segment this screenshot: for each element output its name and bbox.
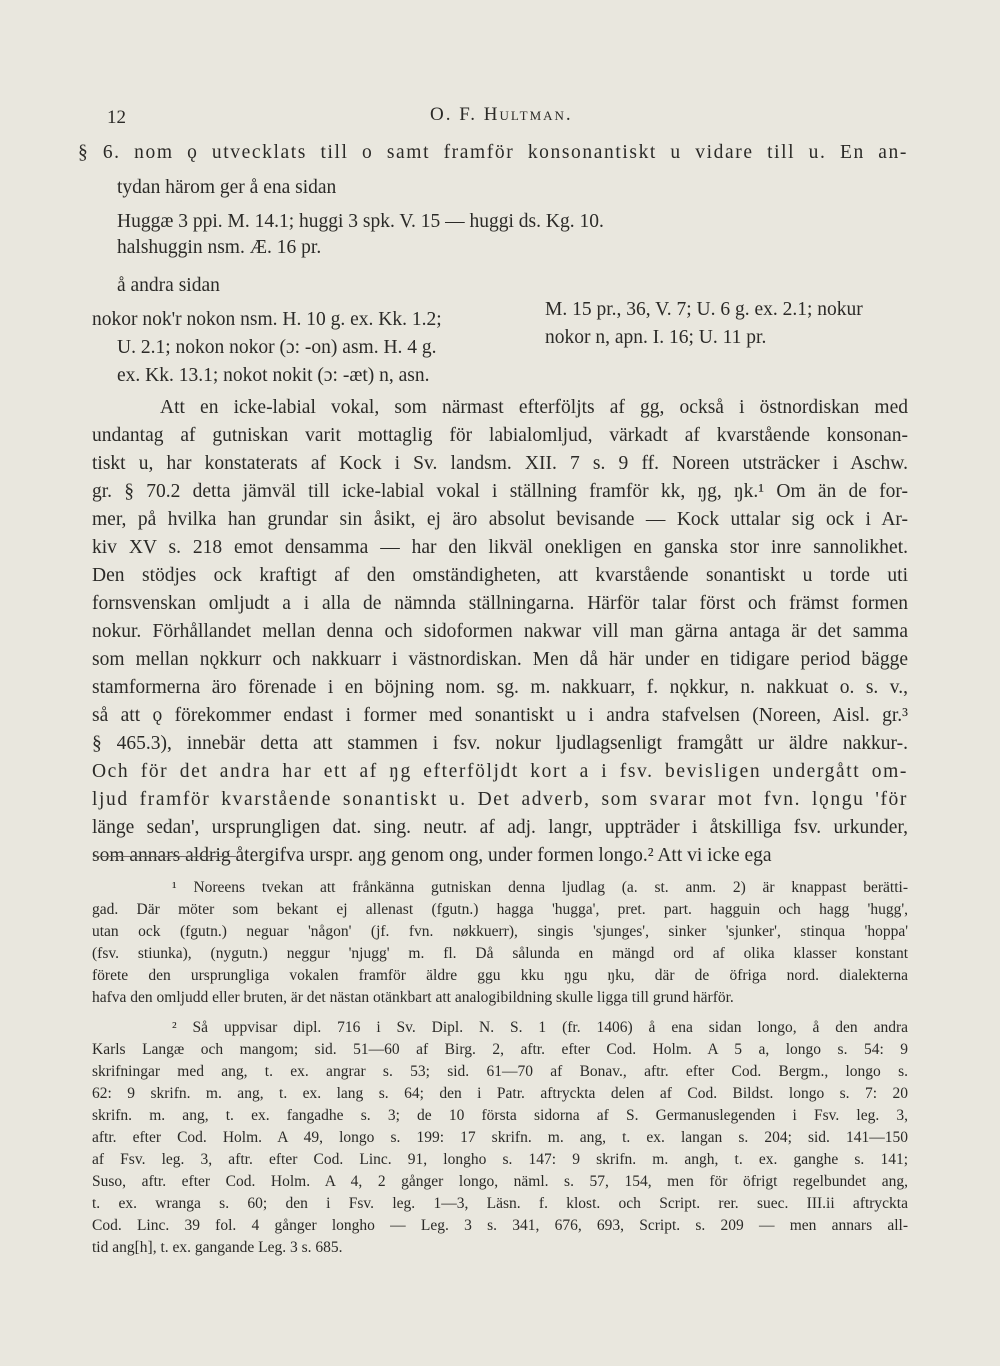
footnote-line: aftr. efter Cod. Holm. A 49, longo s. 199: 17 skrifn. m. ang, t. ex. langan s. 204; sid. 141—150 — [92, 1129, 908, 1146]
paragraph-line: stamformerna äro förenade i en böjning nom. sg. m. nakkuarr, f. nǫkkur, n. nakkuat o. s. v., — [92, 677, 908, 698]
page-number: 12 — [107, 107, 126, 128]
example-right-line: M. 15 pr., 36, V. 7; U. 6 g. ex. 2.1; nokur — [545, 299, 863, 320]
footnote-line: ² Så uppvisar dipl. 716 i Sv. Dipl. N. S. 1 (fr. 1406) å ena sidan longo, å den andra — [172, 1019, 908, 1036]
paragraph-line: länge sedan', ursprungligen dat. sing. neutr. af adj. langr, uppträder i åtskilliga fsv. urkunder, — [92, 817, 908, 838]
example-line: Huggæ 3 ppi. M. 14.1; huggi 3 spk. V. 15 — huggi ds. Kg. 10. — [117, 211, 604, 232]
paragraph-line: Den stödjes ock kraftigt af den omständigheten, att kvarstående sonantiskt u torde uti — [92, 565, 908, 586]
example-right-line: nokor n, apn. I. 16; U. 11 pr. — [545, 327, 767, 348]
paragraph-line: kiv XV s. 218 emot densamma — har den likväl onekligen en ganska stor inre sannolikhet. — [92, 537, 908, 558]
paragraph-line: nokur. Förhållandet mellan denna och sidoformen nakwar vill man gärna antaga är det samma — [92, 621, 908, 642]
text-line: å andra sidan — [117, 275, 220, 296]
paragraph-line: mer, på hvilka han grundar sin åsikt, ej äro absolut bevisande — Kock uttalar sig ock i Ar- — [92, 509, 908, 530]
running-head-text: O. F. Hultman. — [430, 104, 573, 125]
footnote-line: af Fsv. leg. 3, aftr. efter Cod. Linc. 91, longho s. 147: 9 skrifn. m. angh, t. ex. ganghe s. 141; — [92, 1151, 908, 1168]
footnote-rule — [93, 856, 236, 857]
example-line: halshuggin nsm. Æ. 16 pr. — [117, 237, 322, 258]
footnote-line: tid ang[h], t. ex. gangande Leg. 3 s. 685. — [92, 1239, 343, 1256]
paragraph-line: som annars aldrig återgifva urspr. aŋg genom ong, under formen longo.² Att vi icke ega — [92, 845, 772, 866]
footnote-line: gad. Där möter som bekant ej allenast (fgutn.) hagga 'hugga', pret. part. hagguin och hagg 'hugg', — [92, 901, 908, 918]
footnote-line: Suso, aftr. efter Cod. Holm. A 4, 2 gånger longo, näml. s. 57, 154, men för öfrigt regelbundet ang, — [92, 1173, 908, 1190]
example-left-line: ex. Kk. 13.1; nokot nokit (ɔ: -æt) n, asn. — [117, 365, 430, 386]
footnote-line: skrifningar med ang, t. ex. angrar s. 53; sid. 61—70 af Bonav., aftr. efter Cod. Bergm., longo s. — [92, 1063, 908, 1080]
text-line: § 6. nom ǫ utvecklats till o samt framför konsonantiskt u vidare till u. En an- — [78, 142, 908, 163]
footnote-line: (fsv. stiunka), (nygutn.) neggur 'njugg' m. fl. Då sålunda en mängd ord af olika klasser konstant — [92, 945, 908, 962]
paragraph-line: ljud framför kvarstående sonantiskt u. Det adverb, som svarar mot fvn. lǫngu 'för — [92, 789, 908, 810]
footnote-line: ¹ Noreens tvekan att frånkänna gutniskan denna ljudlag (a. st. anm. 2) är knappast berätti- — [172, 879, 908, 896]
footnote-line: utan ock (fgutn.) neguar 'någon' (jf. fvn. nøkkuerr), singis 'sjunges', sinker 'sjunker', stinqua 'hoppa' — [92, 923, 908, 940]
footnote-line: hafva den omljudd eller bruten, är det nästan otänkbart att analogibildning skulle ligga till grund härför. — [92, 989, 734, 1006]
paragraph-line: tiskt u, har konstaterats af Kock i Sv. landsm. XII. 7 s. 9 ff. Noreen utsträcker i Aschw. — [92, 453, 908, 474]
paragraph-line: som mellan nǫkkurr och nakkuarr i västnordiskan. Men då här under en tidigare period bägge — [92, 649, 908, 670]
text-line: tydan härom ger å ena sidan — [117, 177, 337, 198]
paragraph-line: § 465.3), innebär detta att stammen i fsv. nokur ljudlagsenligt framgått ur äldre nakkur-. — [92, 733, 908, 754]
example-left-line: nokor nok'r nokon nsm. H. 10 g. ex. Kk. 1.2; — [92, 309, 442, 330]
running-head — [430, 104, 573, 126]
paragraph-line: fornsvenskan omljudt a i alla de nämnda ställningarna. Härför talar först och främst formen — [92, 593, 908, 614]
paragraph-line: så att ǫ förekommer endast i former med sonantiskt u i andra stafvelsen (Noreen, Aisl. gr.³ — [92, 705, 908, 726]
footnote-line: Cod. Linc. 39 fol. 4 gånger longho — Leg. 3 s. 341, 676, 693, Script. s. 209 — men annars all- — [92, 1217, 908, 1234]
paragraph-line: undantag af gutniskan varit mottaglig för labialomljud, värkadt af kvarstående konsonan- — [92, 425, 908, 446]
footnote-line: 62: 9 skrifn. m. ang, t. ex. lang s. 64; den i Patr. aftryckta delen af Cod. Bildst. longo s. 7: 20 — [92, 1085, 908, 1102]
example-left-line: U. 2.1; nokon nokor (ɔ: -on) asm. H. 4 g. — [117, 337, 437, 358]
footnote-line: förete den ursprungliga vokalen framför äldre ggu kku ŋgu ŋku, där de öfriga nord. dialekterna — [92, 967, 908, 984]
paragraph-line: Att en icke-labial vokal, som närmast efterföljts af gg, också i östnordiskan med — [160, 397, 908, 418]
footnote-line: t. ex. wranga s. 60; den i Fsv. leg. 1—3, Läsn. f. klost. och Script. rer. suec. III.ii aftryckta — [92, 1195, 908, 1212]
footnote-line: skrifn. m. ang, t. ex. fangadhe s. 3; de 10 första sidorna af S. Germanuslegenden i Fsv. leg. 3, — [92, 1107, 908, 1124]
paragraph-line: gr. § 70.2 detta jämväl till icke-labial vokal i ställning framför kk, ŋg, ŋk.¹ Om än de for- — [92, 481, 908, 502]
footnote-line: Karls Langæ och mangom; sid. 51—60 af Birg. 2, aftr. efter Cod. Holm. A 5 a, longo s. 54: 9 — [92, 1041, 908, 1058]
paragraph-line: Och för det andra har ett af ŋg efterföljdt kort a i fsv. bevisligen undergått om- — [92, 761, 908, 782]
